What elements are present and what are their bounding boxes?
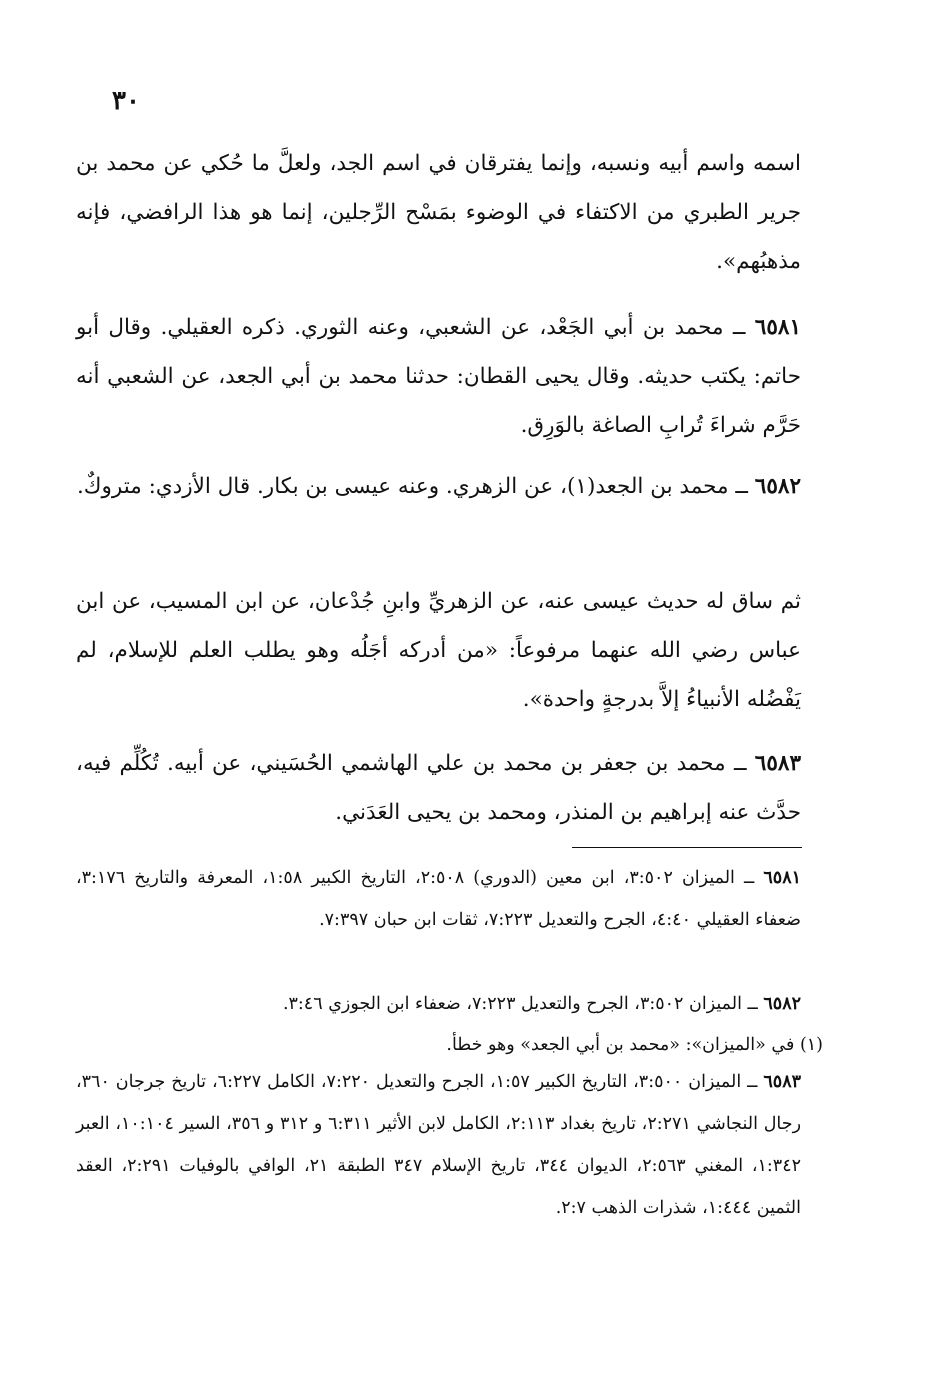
footnote-id: ٦٥٨٣ — [763, 1072, 801, 1092]
entry-6582 — [76, 462, 801, 511]
footnote-id: ٦٥٨٢ — [763, 994, 801, 1014]
paragraph-text: اسمه واسم أبيه ونسبه، وإنما يفترقان في اسم الجد، ولعلَّ ما حُكي عن محمد بن جرير الطبري من الاكتفاء في الوضوء بمَسْح الرِّجلين، إنما هو هذا الرافضي، فإنه مذهبُهم». — [76, 151, 801, 274]
footnote-6582 — [76, 983, 801, 1025]
entry-text: محمد بن أبي الجَعْد، عن الشعبي، وعنه الثوري. ذكره العقيلي. وقال أبو حاتم: يكتب حديثه. وقال يحيى القطان: حدثنا محمد بن أبي الجعد، عن الشعبي أنه حَرَّم شراءَ تُرابِ الصاغة بالوَرِق. — [76, 315, 801, 438]
footnote-text: في «الميزان»: «محمد بن أبي الجعد» وهو خطأ. — [446, 1035, 795, 1055]
entry-6583 — [76, 739, 801, 837]
entry-number: ٦٥٨١ — [754, 315, 801, 340]
footnote-id: (١) — [799, 1035, 823, 1055]
entry-number: ٦٥٨٣ — [754, 751, 801, 776]
entry-number: ٦٥٨٢ — [754, 474, 801, 499]
footnote-id: ٦٥٨١ — [763, 868, 801, 888]
footnote-dash: ــ — [734, 868, 755, 888]
footnote-dash: ــ — [741, 1072, 758, 1092]
footnote-6581 — [76, 857, 801, 941]
footnote-text: الميزان ٣:٥٠٢، ابن معين (الدوري) ٢:٥٠٨، التاريخ الكبير ١:٥٨، المعرفة والتاريخ ٣:١٧٦، ضعفاء العقيلي ٤:٤٠، الجرح والتعديل ٧:٢٢٣، ثقات ابن حبان ٧:٣٩٧. — [76, 868, 801, 930]
entry-text: محمد بن جعفر بن محمد بن علي الهاشمي الحُسَيني، عن أبيه. تُكُلِّم فيه، حدَّث عنه إبراهيم بن المنذر، ومحمد بن يحيى العَدَني. — [76, 751, 801, 825]
footnote-note-1 — [446, 1024, 823, 1066]
entry-dash: ــ — [728, 474, 748, 499]
entry-text: محمد بن الجعد(١)، عن الزهري. وعنه عيسى بن بكار. قال الأزدي: متروكٌ. — [76, 474, 729, 499]
footnote-separator — [572, 847, 802, 848]
entry-6581 — [76, 303, 801, 450]
entry-dash: ــ — [725, 751, 747, 776]
footnote-dash: ــ — [741, 994, 758, 1014]
paragraph-hadith — [76, 577, 801, 724]
footnote-text: الميزان ٣:٥٠٢، الجرح والتعديل ٧:٢٢٣، ضعفاء ابن الجوزي ٣:٤٦. — [282, 994, 742, 1014]
footnote-text: الميزان ٣:٥٠٠، التاريخ الكبير ١:٥٧، الجرح والتعديل ٧:٢٢٠، الكامل ٦:٢٢٧، تاريخ جرجان ٣٦٠، رجال النجاشي ٢:٢٧١، تاريخ بغداد ٢:١١٣، الكامل لابن الأثير ٦:٣١١ و ٣١٢ و ٣٥٦، السير ١٠:١٠٤، العبر ١:٣٤٢، المغني ٢:٥٦٣، الديوان ٣٤٤، تاريخ الإسلام ٣٤٧ الطبقة ٢١، الوافي بالوفيات ٢:٢٩١، العقد الثمين ١:٤٤٤، شذرات الذهب ٢:٧. — [76, 1072, 802, 1218]
entry-dash: ــ — [723, 315, 746, 340]
paragraph-continuation — [76, 139, 801, 286]
page-number: ٣٠ — [112, 86, 140, 116]
paragraph-text: ثم ساق له حديث عيسى عنه، عن الزهريِّ وابنِ جُدْعان، عن ابن المسيب، عن ابن عباس رضي الله عنهما مرفوعاً: «من أدركه أجَلُه وهو يطلب العلم للإسلام، لم يَفْضُله الأنبياءُ إلاَّ بدرجةٍ واحدة». — [76, 589, 801, 712]
footnote-6583 — [76, 1061, 801, 1229]
